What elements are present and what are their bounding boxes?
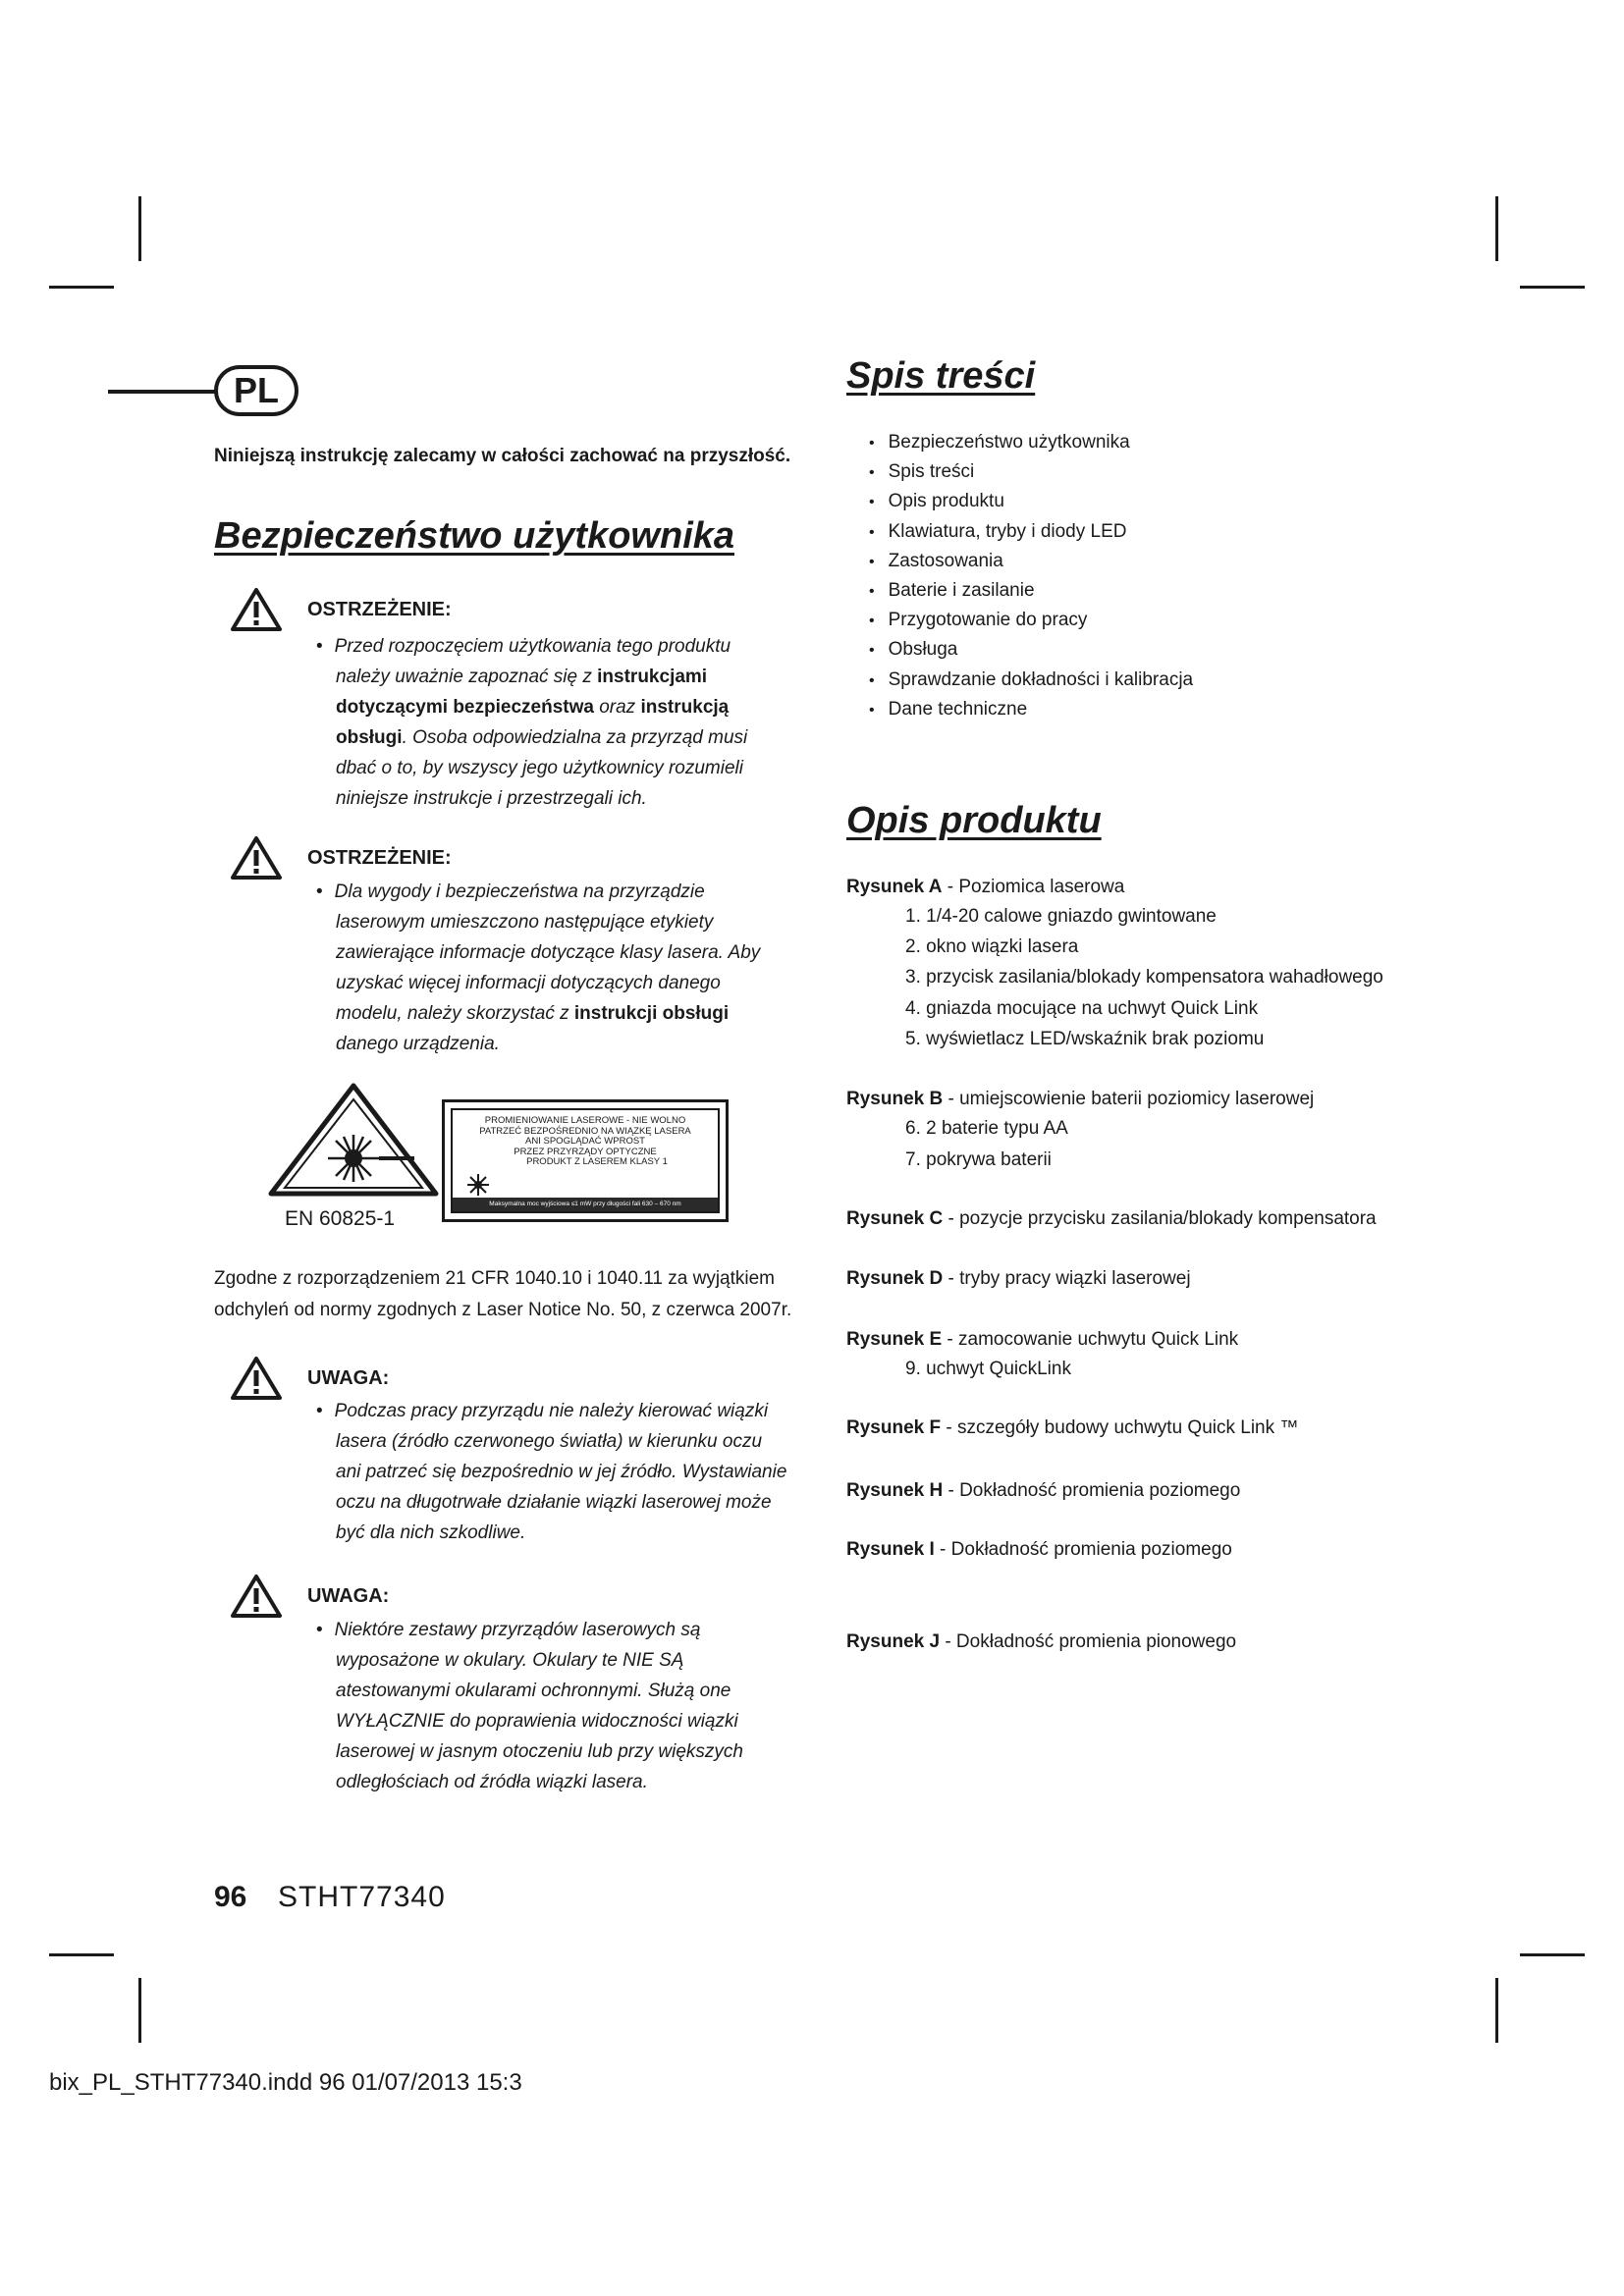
figure-sub-item: 4. gniazda mocujące na uchwyt Quick Link bbox=[905, 998, 1259, 1019]
figure-label: Rysunek F bbox=[846, 1417, 942, 1438]
compliance-text: Zgodne z rozporządzeniem 21 CFR 1040.10 i 1040.11 za wyjątkiem odchyleń od normy zgodnych z Laser Notice No. 50, z czerwca 2007r. bbox=[214, 1268, 792, 1320]
figure-label: Rysunek D bbox=[846, 1268, 944, 1289]
caution-text-part: Podczas pracy przyrządu nie należy kierować wiązki lasera (źródło czerwonego światła) w kierunku oczu ani patrzeć się bezpośrednio w jej źródło. Wystawianie oczu na długotrwałe działanie wiązki laserowej może być dla nich szkodliwe. bbox=[334, 1401, 787, 1543]
figure-caption bbox=[846, 1480, 1240, 1502]
crop-mark bbox=[49, 286, 114, 289]
warning-triangle-icon bbox=[231, 1356, 282, 1401]
figure-desc: - szczegóły budowy uchwytu Quick Link ™ bbox=[941, 1417, 1299, 1438]
figure-label: Rysunek A bbox=[846, 877, 943, 897]
caution-text bbox=[306, 1615, 787, 1797]
laser-hazard-icon bbox=[267, 1082, 440, 1198]
toc-item: • Przygotowanie do pracy bbox=[869, 606, 1193, 635]
toc-item: • Baterie i zasilanie bbox=[869, 576, 1193, 606]
warning-title: OSTRZEŻENIE: bbox=[307, 847, 452, 869]
figure-caption bbox=[846, 1268, 1191, 1290]
figure-desc: - tryby pracy wiązki laserowej bbox=[943, 1268, 1191, 1289]
figure-desc: - Dokładność promienia poziomego bbox=[934, 1539, 1232, 1560]
language-badge: PL bbox=[214, 365, 298, 416]
toc-item: • Obsługa bbox=[869, 635, 1193, 665]
caution-title: UWAGA: bbox=[307, 1367, 390, 1389]
warning-text-part: danego urządzenia. bbox=[336, 1034, 500, 1054]
label-line: PRODUKT Z LASEREM KLASY 1 bbox=[526, 1156, 668, 1167]
figure-sub-item: 1. 1/4-20 calowe gniazdo gwintowane bbox=[905, 906, 1217, 927]
label-line: ANI SPOGLĄDAĆ WPROST bbox=[525, 1136, 645, 1147]
figure-desc: - umiejscowienie baterii poziomicy laserowej bbox=[943, 1089, 1315, 1109]
figure-desc: - Poziomica laserowa bbox=[942, 877, 1125, 897]
safety-heading: Bezpieczeństwo użytkownika bbox=[214, 515, 735, 557]
model-number: STHT77340 bbox=[278, 1881, 446, 1913]
toc-item: • Klawiatura, tryby i diody LED bbox=[869, 517, 1193, 547]
toc-item: • Zastosowania bbox=[869, 547, 1193, 576]
bullet-dot: • bbox=[316, 1401, 323, 1421]
warning-triangle-icon bbox=[231, 835, 282, 881]
laser-warning-label bbox=[442, 1099, 729, 1222]
figure-caption bbox=[846, 1417, 1298, 1439]
toc-item: • Opis produktu bbox=[869, 487, 1193, 516]
bullet-dot: • bbox=[316, 1620, 323, 1640]
toc-item: • Spis treści bbox=[869, 457, 1193, 487]
caution-text bbox=[306, 1396, 787, 1548]
figure-sub-item: 3. przycisk zasilania/blokady kompensatora wahadłowego bbox=[905, 967, 1383, 988]
figure-desc: - Dokładność promienia poziomego bbox=[943, 1480, 1241, 1501]
warning-title: OSTRZEŻENIE: bbox=[307, 599, 452, 620]
figure-desc: - zamocowanie uchwytu Quick Link bbox=[942, 1329, 1239, 1350]
crop-mark bbox=[1520, 1953, 1585, 1956]
label-line: PATRZEĆ BEZPOŚREDNIO NA WIĄZKĘ LASERA bbox=[479, 1125, 691, 1137]
crop-mark bbox=[138, 1978, 141, 2043]
crop-mark bbox=[49, 1953, 114, 1956]
label-footer: Maksymalna moc wyjściowa ≤1 mW przy długości fali 630 – 670 nm bbox=[453, 1198, 718, 1211]
caution-text-part: Niektóre zestawy przyrządów laserowych są wyposażone w okulary. Okulary te NIE SĄ atestowanymi okularami ochronnymi. Służą one WYŁĄCZNIE do poprawienia widoczności wiązki laserowej w jasnym otoczeniu lub przy większych odległościach od źródła wiązki lasera. bbox=[334, 1620, 743, 1792]
figure-label: Rysunek J bbox=[846, 1631, 941, 1652]
bullet-dot: • bbox=[316, 636, 323, 657]
figure-label: Rysunek E bbox=[846, 1329, 943, 1350]
figure-caption bbox=[846, 1089, 1314, 1110]
standard-label: EN 60825-1 bbox=[285, 1207, 396, 1230]
figure-caption bbox=[846, 1208, 1377, 1230]
figure-sub-item: 7. pokrywa baterii bbox=[905, 1149, 1052, 1170]
crop-mark bbox=[1520, 286, 1585, 289]
warning-text-part: Przed rozpoczęciem użytkowania tego produktu należy uważnie zapoznać się z bbox=[334, 636, 731, 687]
figure-sub-item: 6. 2 baterie typu AA bbox=[905, 1118, 1068, 1139]
figure-sub-item: 5. wyświetlacz LED/wskaźnik brak poziomu bbox=[905, 1029, 1265, 1049]
figure-caption bbox=[846, 1631, 1236, 1653]
warning-text-part: Dla wygody i bezpieczeństwa na przyrządzie laserowym umieszczono następujące etykiety zawierające informacje dotyczące klasy lasera. Aby uzyskać więcej informacji dotyczących danego modelu, należy skorzystać z bbox=[334, 881, 761, 1024]
product-heading: Opis produktu bbox=[846, 800, 1102, 841]
figure-sub-item: 2. okno wiązki lasera bbox=[905, 936, 1079, 957]
warning-text-part: . Osoba odpowiedzialna za przyrząd musi dbać o to, by wszyscy jego użytkownicy rozumieli niniejsze instrukcje i przestrzegali ich. bbox=[336, 727, 748, 809]
figure-label: Rysunek H bbox=[846, 1480, 944, 1501]
warning-triangle-icon bbox=[231, 1574, 282, 1619]
toc-heading: Spis treści bbox=[846, 355, 1036, 397]
figure-desc: - Dokładność promienia pionowego bbox=[940, 1631, 1237, 1652]
bullet-dot: • bbox=[316, 881, 323, 902]
toc-item: • Sprawdzanie dokładności i kalibracja bbox=[869, 666, 1193, 695]
warning-text-bold: instrukcją obsługi bbox=[336, 697, 730, 748]
toc-item: • Dane techniczne bbox=[869, 695, 1193, 724]
crop-mark bbox=[1495, 196, 1498, 261]
figure-caption bbox=[846, 1539, 1232, 1561]
figure-label: Rysunek B bbox=[846, 1089, 944, 1109]
figure-desc: - pozycje przycisku zasilania/blokady kompensatora bbox=[943, 1208, 1377, 1229]
crop-mark bbox=[138, 196, 141, 261]
label-line: PRZEZ PRZYRZĄDY OPTYCZNE bbox=[514, 1146, 657, 1157]
figure-label: Rysunek I bbox=[846, 1539, 935, 1560]
toc-list bbox=[869, 428, 1193, 724]
crop-mark bbox=[1495, 1978, 1498, 2043]
laser-warning-label-inner bbox=[451, 1108, 720, 1213]
warning-text-part: oraz bbox=[593, 697, 641, 718]
caution-title: UWAGA: bbox=[307, 1585, 390, 1607]
label-line: PROMIENIOWANIE LASEROWE - NIE WOLNO bbox=[484, 1115, 686, 1126]
warning-text-bold: instrukcji obsługi bbox=[573, 1003, 730, 1024]
print-slug: bix_PL_STHT77340.indd 96 01/07/2013 15:3 bbox=[49, 2069, 522, 2096]
warning-text bbox=[306, 877, 787, 1059]
toc-item: • Bezpieczeństwo użytkownika bbox=[869, 428, 1193, 457]
language-badge-line bbox=[108, 390, 216, 394]
figure-caption bbox=[846, 1329, 1238, 1351]
starburst-icon bbox=[466, 1173, 490, 1197]
intro-text: Niniejszą instrukcję zalecamy w całości zachować na przyszłość. bbox=[214, 446, 791, 466]
figure-sub-item: 9. uchwyt QuickLink bbox=[905, 1359, 1071, 1379]
figure-label: Rysunek C bbox=[846, 1208, 944, 1229]
warning-text-bold: instrukcjami dotyczącymi bezpieczeństwa bbox=[336, 667, 708, 718]
warning-text bbox=[306, 631, 787, 814]
warning-triangle-icon bbox=[231, 587, 282, 632]
page-number: 96 bbox=[214, 1881, 247, 1913]
figure-caption bbox=[846, 877, 1124, 898]
